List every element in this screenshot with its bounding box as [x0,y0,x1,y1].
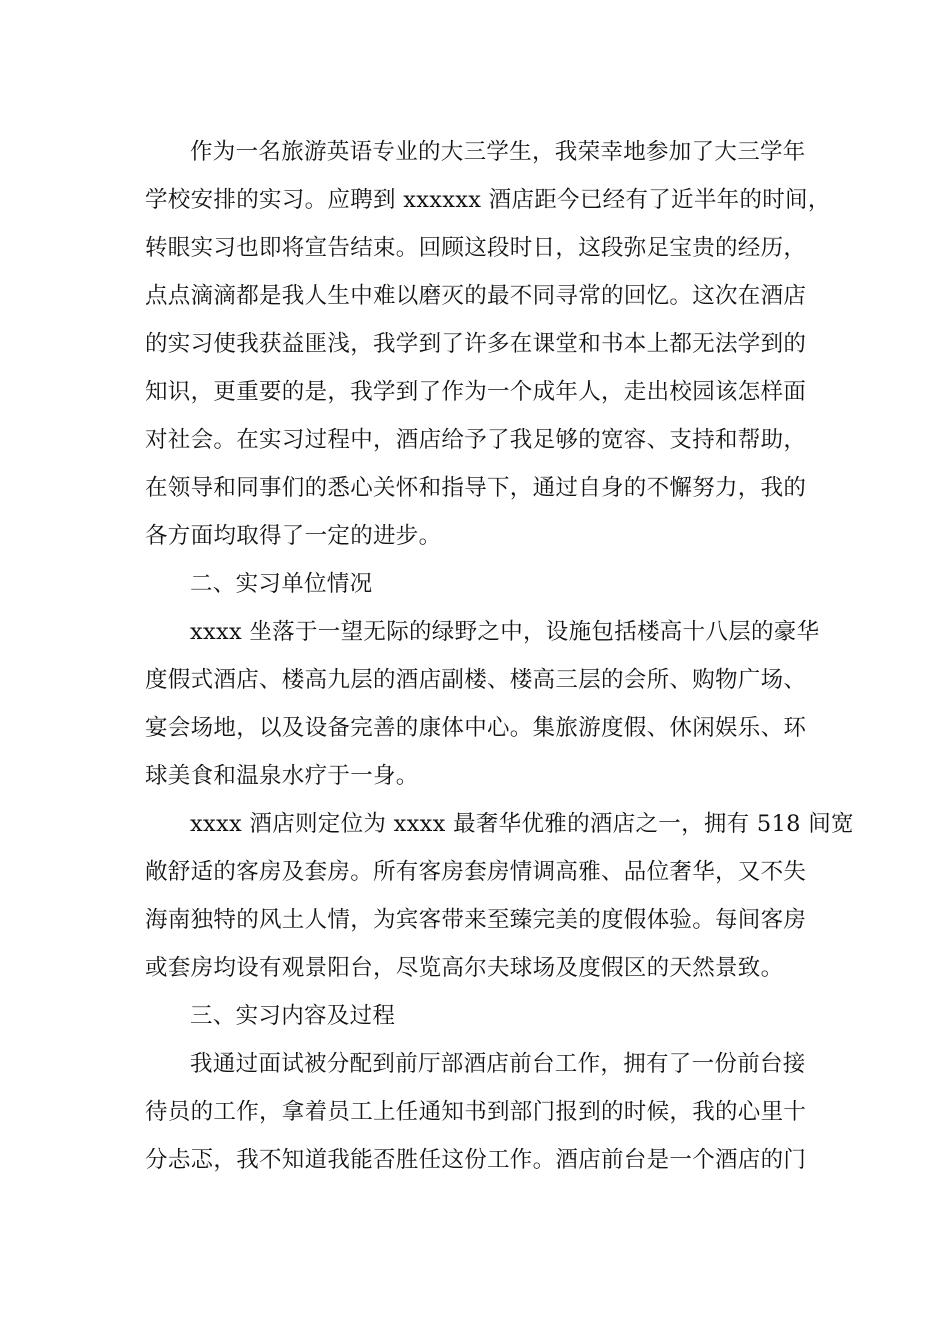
paragraph-1-line-7: 对社会。在实习过程中，酒店给予了我足够的宽容、支持和帮助， [145,427,807,453]
paragraph-4-line-1: 我通过面试被分配到前厅部酒店前台工作，拥有了一份前台接 [190,1051,806,1077]
paragraph-1-line-6: 知识，更重要的是，我学到了作为一个成年人，走出校园该怎样面 [145,379,807,405]
paragraph-2-line-4: 球美食和温泉水疗于一身。 [145,763,419,789]
paragraph-1-line-1: 作为一名旅游英语专业的大三学生，我荣幸地参加了大三学年 [190,139,806,165]
paragraph-3-line-4: 或套房均设有观景阳台，尽览高尔夫球场及度假区的天然景致。 [145,955,784,981]
paragraph-1-line-2: 学校安排的实习。应聘到 xxxxxx 酒店距今已经有了近半年的时间， [145,187,831,213]
paragraph-3-line-3: 海南独特的风土人情，为宾客带来至臻完美的度假体验。每间客房 [145,907,807,933]
paragraph-3-line-1: xxxx 酒店则定位为 xxxx 最奢华优雅的酒店之一，拥有 518 间宽 [190,811,854,837]
paragraph-1-line-8: 在领导和同事们的悉心关怀和指导下，通过自身的不懈努力，我的 [145,475,807,501]
paragraph-1-line-4: 点点滴滴都是我人生中难以磨灭的最不同寻常的回忆。这次在酒店 [145,283,807,309]
paragraph-1-line-9: 各方面均取得了一定的进步。 [145,523,442,549]
paragraph-4-line-2: 待员的工作，拿着员工上任通知书到部门报到的时候，我的心里十 [145,1099,807,1125]
paragraph-3-line-2: 敞舒适的客房及套房。所有客房套房情调高雅、品位奢华，又不失 [145,859,807,885]
paragraph-2-line-2: 度假式酒店、楼高九层的酒店副楼、楼高三层的会所、购物广场、 [145,667,807,693]
paragraph-2-line-1: xxxx 坐落于一望无际的绿野之中，设施包括楼高十八层的豪华 [190,619,820,645]
paragraph-2-line-3: 宴会场地，以及设备完善的康体中心。集旅游度假、休闲娱乐、环 [145,715,807,741]
section-heading-2: 二、实习单位情况 [190,571,373,597]
paragraph-4-line-3: 分忐忑，我不知道我能否胜任这份工作。酒店前台是一个酒店的门 [145,1147,807,1173]
paragraph-1-line-3: 转眼实习也即将宣告结束。回顾这段时日，这段弥足宝贵的经历， [145,235,807,261]
paragraph-1-line-5: 的实习使我获益匪浅，我学到了许多在课堂和书本上都无法学到的 [145,331,807,357]
section-heading-3: 三、实习内容及过程 [190,1003,396,1029]
